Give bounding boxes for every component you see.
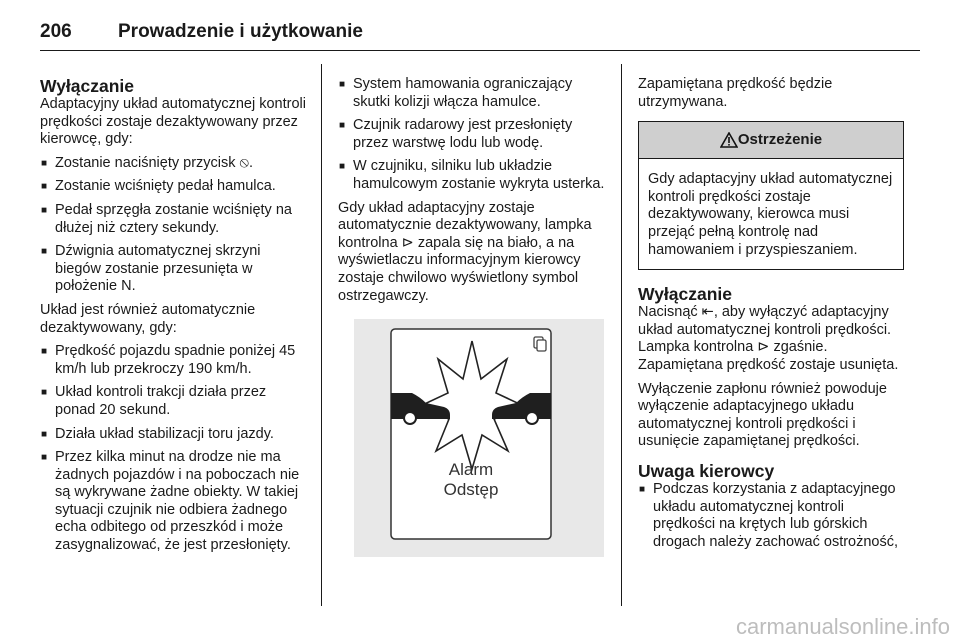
paragraph: Nacisnąć ⇤, aby wyłączyć adaptacyjny układ automatycznej kontroli prędkości. Lampka kontrolna ⊳ zgaśnie. Zapamiętana prędkość zostaje usunięta.: [638, 304, 899, 373]
warning-body: Gdy adaptacyjny układ automatycznej kontroli prędkości zostaje dezaktywowany, kierowca musi przejąć pełną kontrolę nad hamowaniem i przyspieszaniem.: [648, 171, 893, 258]
list-item: ■ System hamowania ograniczający skutki kolizji włącza hamulce.: [338, 76, 606, 111]
page-header: [40, 14, 920, 51]
column-3: [638, 76, 904, 557]
bullet-list: [638, 481, 904, 551]
list-item: ■ Prędkość pojazdu spadnie poniżej 45 km/h lub przekroczy 190 km/h.: [40, 343, 306, 378]
list-item: ■ Podczas korzystania z adaptacyjnego układu automatycznej kontroli prędkości na krętych lub górskich drogach należy zachować ostrożność,: [638, 481, 904, 551]
paragraph: Adaptacyjny układ automatycznej kontroli prędkości zostaje dezaktywowany przez kierowcę, gdy:: [40, 96, 306, 148]
list-item: ■ Pedał sprzęgła zostanie wciśnięty na dłużej niż cztery sekundy.: [40, 202, 306, 237]
paragraph: Zapamiętana prędkość będzie utrzymywana.: [638, 76, 833, 110]
column-divider: [621, 64, 622, 606]
warning-triangle-icon: [720, 132, 738, 148]
figure-label-line2: Odstęp: [443, 480, 499, 500]
figure-label-line1: Alarm: [448, 460, 494, 480]
warning-title: Ostrzeżenie: [737, 131, 823, 149]
column-divider: [321, 64, 322, 606]
warning-box: [638, 121, 904, 270]
paragraph: Układ jest również automatycznie dezaktywowany, gdy:: [40, 301, 256, 336]
bullet-list: [338, 76, 606, 194]
list-item: ■ Zostanie wciśnięty pedał hamulca.: [40, 178, 306, 196]
collision-warning-figure: [354, 319, 604, 557]
list-item: ■ Działa układ stabilizacji toru jazdy.: [40, 426, 306, 444]
column-2: [338, 76, 606, 557]
list-item: ■ Przez kilka minut na drodze nie ma żadnych pojazdów i na poboczach nie są wykrywane żadne obiekty. W takiej sytuacji czujnik nie odbiera żadnego echa odbitego od przeszkód i może zasygnalizować, że jest przesłonięty.: [40, 449, 306, 555]
page-title: Prowadzenie i użytkowanie: [118, 21, 363, 42]
list-item: ■ Dźwignia automatycznej skrzyni biegów zostanie przesunięta w położenie N.: [40, 243, 306, 296]
paragraph: Wyłączenie zapłonu również powoduje wyłączenie adaptacyjnego układu automatycznej kontroli prędkości i usunięcie zapamiętanej prędkości.: [638, 380, 887, 450]
column-1: [40, 76, 306, 561]
page-number: 206: [40, 21, 72, 42]
collision-warning-illustration: [354, 319, 604, 557]
list-item: ■ Zostanie naciśnięty przycisk ⦸.: [40, 155, 306, 173]
bullet-list: [40, 343, 306, 555]
list-item: ■ Układ kontroli trakcji działa przez ponad 20 sekund.: [40, 384, 306, 419]
paragraph: Gdy układ adaptacyjny zostaje automatycznie dezaktywowany, lampka kontrolna ⊳ zapala się na biało, a na wyświetlaczu informacyjnym kierowcy zostaje chwilowo wyświetlony symbol ostrzegawczy.: [338, 199, 592, 304]
section-heading: Wyłączanie: [40, 76, 135, 96]
list-item: ■ W czujniku, silniku lub układzie hamulcowym zostanie wykryta usterka.: [338, 158, 606, 193]
bullet-list: [40, 155, 306, 296]
section-heading: Wyłączanie: [638, 284, 733, 305]
warning-header: [639, 122, 903, 159]
watermark: carmanualsonline.info: [735, 614, 950, 639]
list-item: ■ Czujnik radarowy jest przesłonięty przez warstwę lodu lub wodę.: [338, 117, 606, 152]
section-heading: Uwaga kierowcy: [638, 460, 775, 481]
